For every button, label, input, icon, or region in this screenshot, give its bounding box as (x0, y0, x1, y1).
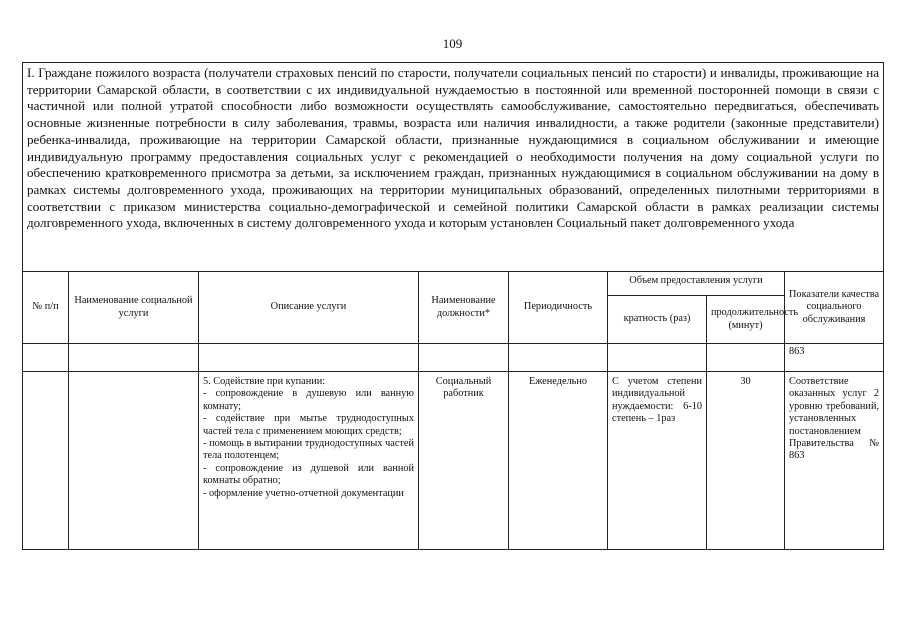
service-row (23, 372, 884, 550)
header-periodicity: Периодичность (509, 272, 608, 344)
header-duration: продолжительность (минут) (707, 296, 785, 344)
header-quality: Показатели качества социального обслуживания (785, 272, 884, 344)
header-position: Наименование должности* (419, 272, 509, 344)
carryover-row (23, 344, 884, 372)
description-line: - сопровождение в душевую или ванную комнату; (203, 388, 414, 412)
service-multiplicity: С учетом степени индивидуальной нуждаемости: 6-10 степень – 1раз (608, 372, 707, 550)
service-duration: 30 (707, 372, 785, 550)
header-service-name: Наименование социальной услуги (69, 272, 199, 344)
service-periodicity: Еженедельно (509, 372, 608, 550)
service-name (69, 372, 199, 550)
description-line: - помощь в вытирании труднодоступных частей тела полотенцем; (203, 438, 414, 462)
header-num: № п/п (23, 272, 69, 344)
section-heading: I. Граждане пожилого возраста (получатели страховых пенсий по старости, получатели социальных пенсий по старости) и инвалиды, проживающие на территории Самарской области, в соответствии с их индивидуальной нуждаемостью в постоянной или временной посторонней помощи в связи с частичной или полной утратой способности либо возможности осуществлять самообслуживание, самостоятельно передвигаться, обеспечивать основные жизненные потребности в силу заболевания, травмы, возраста или наличия инвалидности, а также родители (законные представители) ребенка-инвалида, проживающие на территории Самарской области, признанные нуждающимися в социальном обслуживании и имеющие индивидуальную программу предоставления социальных услуг с рекомендацией о необходимости получения на дому социальной услуги по обеспечению кратковременного присмотра за детьми, за исключением граждан, признанных нуждающимися в социальном обслуживании на дому в рамках системы долговременного ухода, проживающих на территории муниципальных образований, определенных пилотными территориями в соответствии с приказом министерства социально-демографической и семейной политики Самарской области в рамках реализации системы долговременного ухода, включенных в систему долговременного ухода и которым установлен Социальный пакет долговременного ухода (23, 63, 884, 272)
service-quality: Соответствие оказанных услуг 2 уровню требований, установленных постановлением Правительства № 863 (785, 372, 884, 550)
description-line: 5. Содействие при купании: (203, 376, 326, 387)
carryover-quality: 863 (785, 344, 884, 372)
header-volume: Объем предоставления услуги (608, 272, 785, 296)
service-position: Социальный работник (419, 372, 509, 550)
header-description: Описание услуги (199, 272, 419, 344)
header-multiplicity: кратность (раз) (608, 296, 707, 344)
services-table (22, 62, 884, 550)
description-line: - сопровождение из душевой или ванной комнаты обратно; (203, 462, 414, 487)
service-num (23, 372, 69, 550)
description-line: - содействие при мытье труднодоступных частей тела с применением моющих средств; (203, 413, 414, 437)
section-heading-row (23, 63, 884, 272)
service-description (199, 372, 419, 550)
description-line: - оформление учетно-отчетной документации (203, 487, 404, 499)
header-row-1 (23, 272, 884, 296)
page-number: 109 (442, 36, 463, 51)
